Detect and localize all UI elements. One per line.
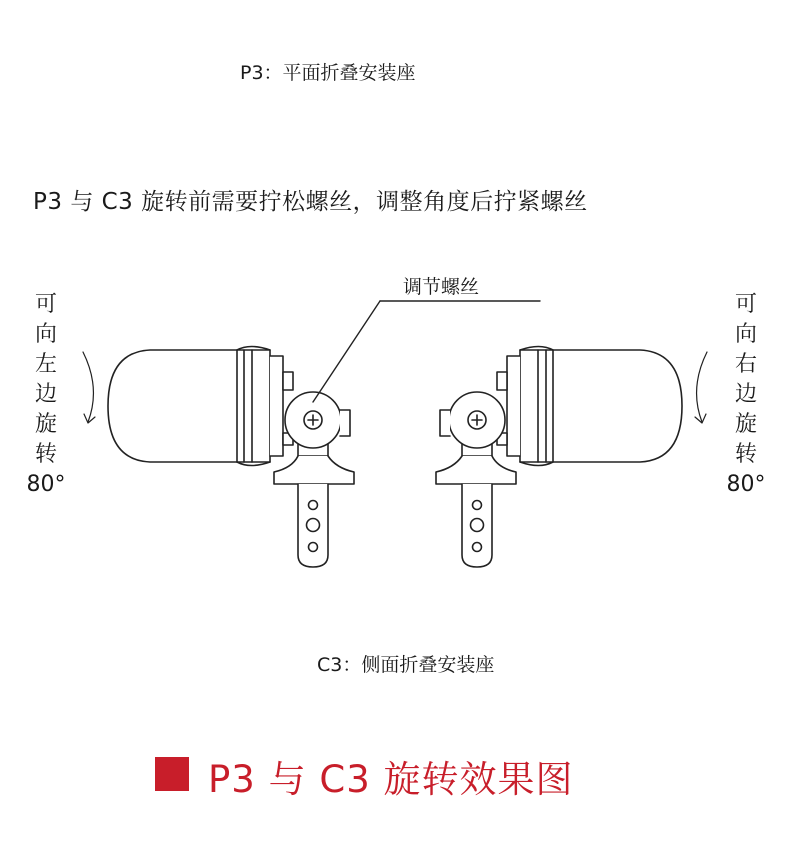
right-rotation-text [726,290,766,500]
left-mount-bracket [274,392,354,567]
right-mount-bracket [436,392,516,567]
left-rotation-text [26,290,66,500]
page-title: P3 与 C3 旋转效果图 [208,758,574,801]
left-rotation-char: 边 [34,382,57,407]
left-rotation-char: 可 [34,292,57,317]
screw-label: 调节螺丝 [403,276,480,298]
right-rotation-char: 可 [734,292,757,317]
right-rotation-char: 向 [734,322,757,347]
right-rotation-char: 边 [734,382,757,407]
right-rotation-char: 旋 [734,412,757,437]
title-marker-icon [155,757,189,791]
right-light-fixture [497,347,682,466]
right-rotation-angle: 80° [726,472,766,497]
right-rotation-char: 右 [734,352,757,377]
instruction-text: P3 与 C3 旋转前需要拧松螺丝，调整角度后拧紧螺丝 [33,189,588,215]
left-rotation-char: 左 [34,352,57,377]
right-rotation-arrow-icon [695,352,707,423]
right-rotation-char: 转 [734,442,757,467]
left-light-fixture [108,347,293,466]
left-rotation-char: 转 [34,442,57,467]
left-rotation-arrow-icon [83,352,95,423]
left-rotation-char: 向 [34,322,57,347]
p3-caption: P3：平面折叠安装座 [240,62,416,84]
left-rotation-char: 旋 [34,412,57,437]
left-rotation-angle: 80° [26,472,66,497]
c3-caption: C3：侧面折叠安装座 [317,654,495,676]
